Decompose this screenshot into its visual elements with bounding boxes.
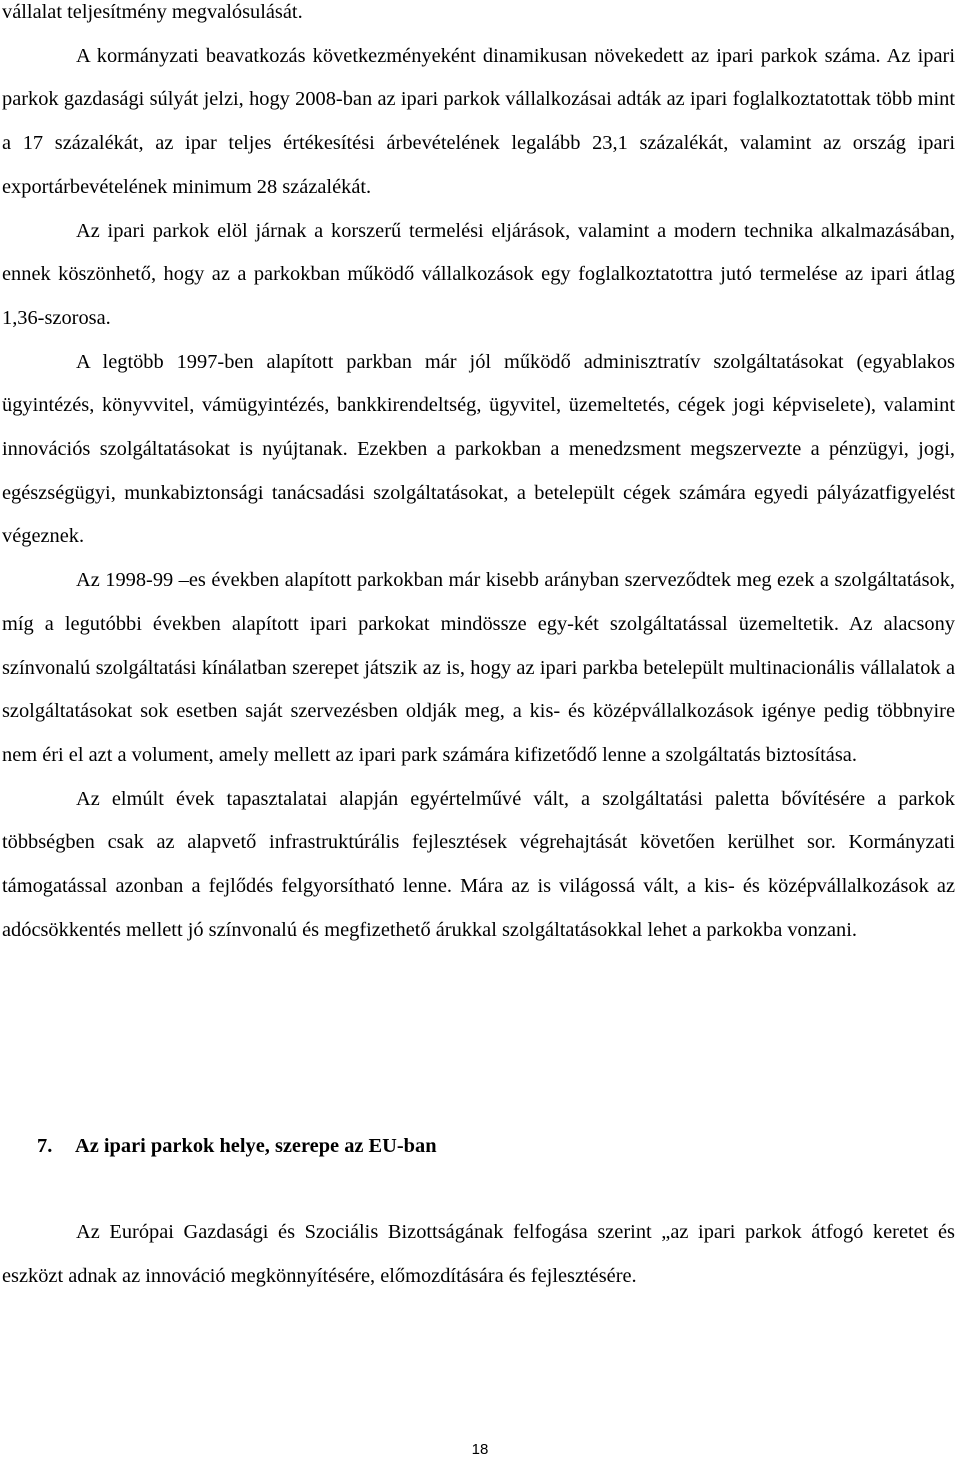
section-title: Az ipari parkok helye, szerepe az EU-ban — [75, 1135, 437, 1157]
body-text — [2, 0, 955, 952]
section-body-text — [2, 1211, 955, 1298]
paragraph-eu-committee: Az Európai Gazdasági és Szociális Bizottságának felfogása szerint „az ipari parkok átfogó keretet és eszközt adnak az innováció megkönnyítésére, előmozdítására és fejlesztésére. — [2, 1221, 955, 1287]
paragraph-later-parks-services: Az 1998-99 –es években alapított parkokban már kisebb arányban szerveződtek meg ezek a szolgáltatások, míg a legutóbbi években alapított ipari parkokat mindössze egy-két szolgáltatással üzemeltetik. Az alacsony színvonalú szolgáltatási kínálatban szerepet játszik az is, hogy az ipari parkba betelepült multinacionális vállalatok a szolgáltatásokat sok esetben saját szervezésben oldják meg, a kis- és középvállalkozások igénye pedig többnyire nem éri el azt a volument, amely mellett az ipari park számára kifizetődő lenne a szolgáltatás biztosítása. — [2, 569, 955, 766]
paragraph-industrial-parks-growth: A kormányzati beavatkozás következményeként dinamikusan növekedett az ipari parkok száma. Az ipari parkok gazdasági súlyát jelzi, hogy 2008-ban az ipari parkok vállalkozásai adták az ipari foglalkoztatottak több mint a 17 százalékát, az ipar teljes értékesítési árbevételének legalább 23,1 százalékát, valamint az ország ipari exportárbevételének minimum 28 százalékát. — [2, 44, 955, 198]
page-number: 18 — [471, 1441, 489, 1458]
continued-paragraph-line: vállalat teljesítmény megvalósulását. — [2, 1, 303, 23]
section-number: 7. — [37, 1135, 53, 1157]
paragraph-modern-technology: Az ipari parkok elöl járnak a korszerű termelési eljárások, valamint a modern technika alkalmazásában, ennek köszönhető, hogy az a parkokban működő vállalkozások egy foglalkoztatottra jutó termelése az ipari átlag 1,36-szorosa. — [2, 219, 955, 329]
paragraph-administrative-services: A legtöbb 1997-ben alapított parkban már jól működő adminisztratív szolgáltatásokat (egyablakos ügyintézés, könyvvitel, vámügyintézés, bankkirendeltség, ügyvitel, üzemeltetés, cégek jogi képviselete), valamint innovációs szolgáltatásokat is nyújtanak. Ezekben a parkokban a menedzsment megszervezte a pénzügyi, jogi, egészségügyi, munkabiztonsági tanácsadási szolgáltatásokat, a betelepült cégek számára egyedi pályázatfigyelést végeznek. — [2, 350, 955, 548]
paragraph-experience-conclusions: Az elmúlt évek tapasztalatai alapján egyértelművé vált, a szolgáltatási paletta bővítésére a parkok többségben csak az alapvető infrastruktúrális fejlesztések végrehajtását követően kerülhet sor. Kormányzati támogatással azonban a fejlődés felgyorsítható lenne. Mára az is világossá vált, a kis- és középvállalkozások az adócsökkentés mellett jó színvonalú és megfizethető árukkal szolgáltatásokkal lehet a parkokba vonzani. — [2, 787, 955, 941]
section-heading — [37, 1128, 437, 1164]
